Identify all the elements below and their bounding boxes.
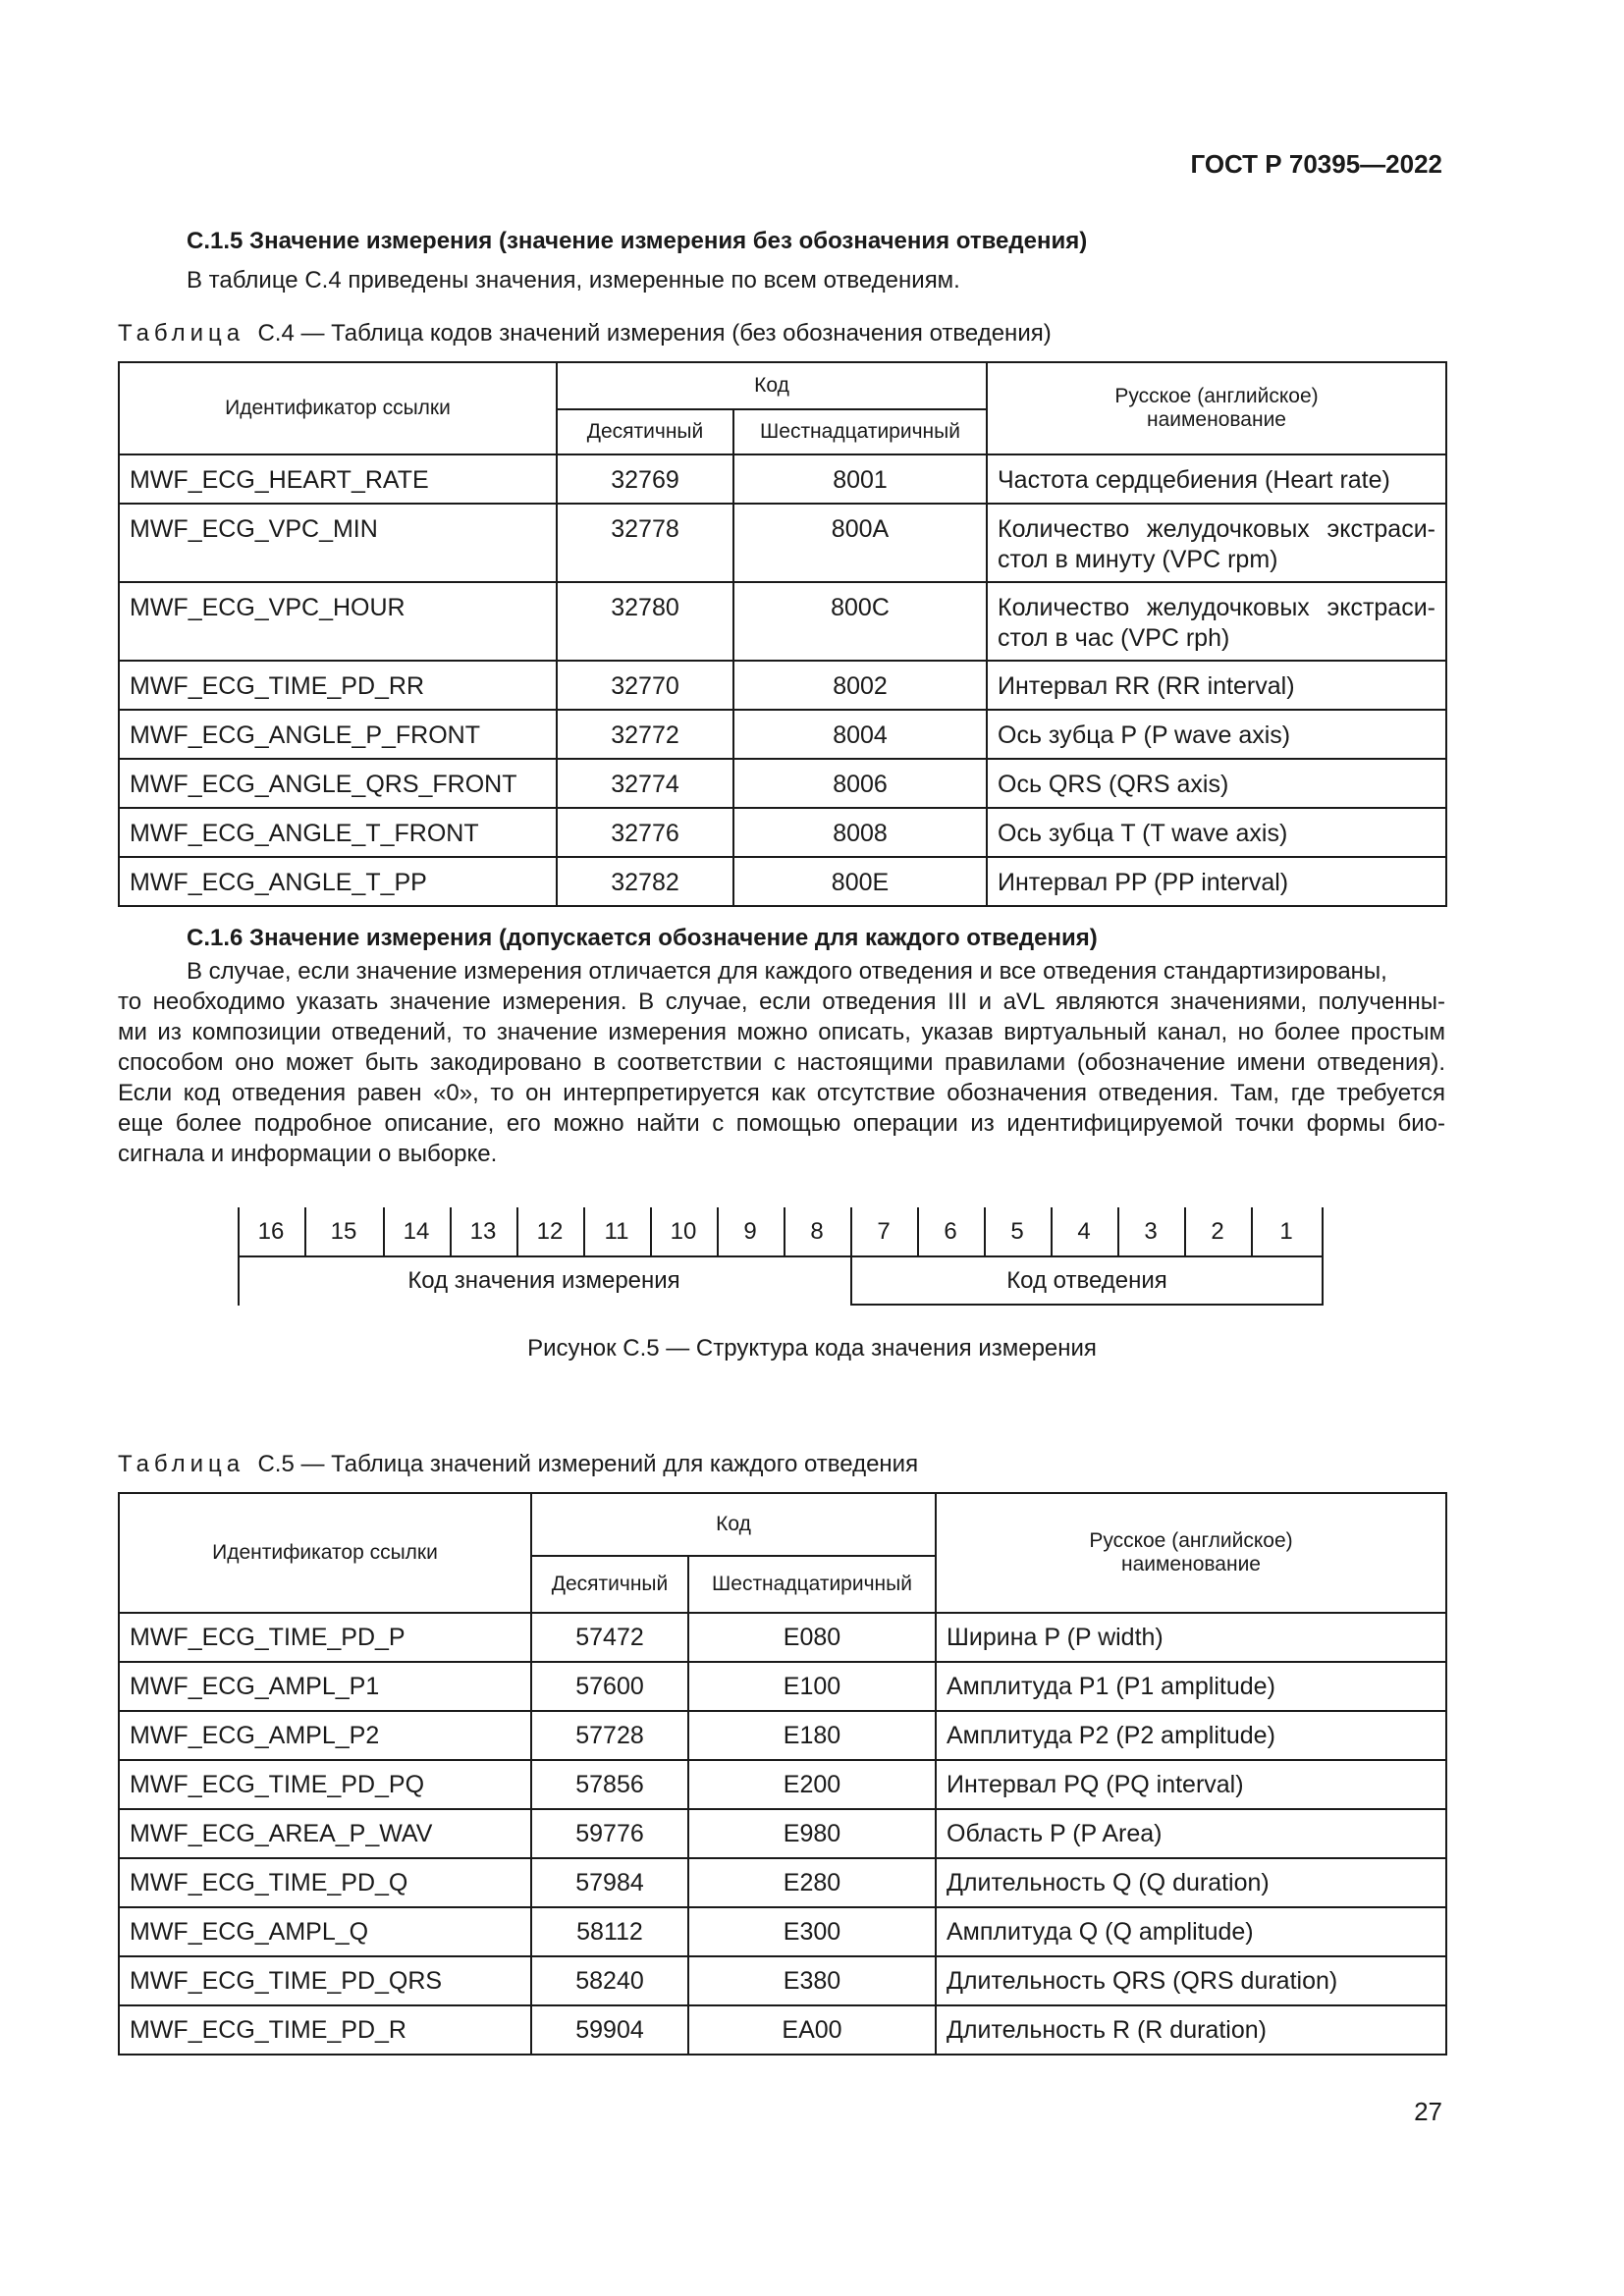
ref-id-cell: MWF_ECG_AMPL_P1	[119, 1662, 531, 1711]
bit-number-cell: 4	[1077, 1218, 1091, 1245]
diagram-vertical-line	[984, 1207, 986, 1256]
ref-id-cell: MWF_ECG_TIME_PD_Q	[119, 1858, 531, 1907]
table-row	[119, 504, 1446, 582]
name-cell: Амплитуда P1 (P1 amplitude)	[936, 1662, 1446, 1711]
decimal-code-cell: 32774	[557, 759, 733, 808]
bit-number-cell: 2	[1211, 1218, 1224, 1245]
ref-id-cell: MWF_ECG_ANGLE_P_FRONT	[119, 710, 557, 759]
decimal-code-cell: 59904	[531, 2005, 688, 2055]
header-code: Код	[531, 1493, 936, 1556]
name-cell	[987, 759, 1446, 808]
hex-code-cell: E200	[688, 1760, 936, 1809]
hex-code-cell: 8002	[733, 661, 987, 710]
table-row	[119, 661, 1446, 710]
paragraph-line: В случае, если значение измерения отличается для каждого отведения и все отведения стандартизированы,	[187, 958, 1387, 985]
name-cell: Длительность QRS (QRS duration)	[936, 1956, 1446, 2005]
ref-id-cell: MWF_ECG_AMPL_P2	[119, 1711, 531, 1760]
hex-code-cell: E300	[688, 1907, 936, 1956]
section-paragraph-c16	[118, 956, 1445, 1169]
table-row	[119, 808, 1446, 857]
decimal-code-cell: 57472	[531, 1613, 688, 1662]
decimal-code-cell: 59776	[531, 1809, 688, 1858]
ref-id-cell: MWF_ECG_TIME_PD_P	[119, 1613, 531, 1662]
table-row	[119, 454, 1446, 504]
table-c4-caption	[118, 320, 1052, 347]
section-heading-c15: С.1.5 Значение измерения (значение измерения без обозначения отведения)	[187, 228, 1088, 254]
table-row	[119, 2005, 1446, 2055]
name-cell: Амплитуда P2 (P2 amplitude)	[936, 1711, 1446, 1760]
hex-code-cell: E380	[688, 1956, 936, 2005]
bit-number-cell: 3	[1144, 1218, 1158, 1245]
table-c4	[118, 361, 1447, 907]
decimal-code-cell: 57600	[531, 1662, 688, 1711]
name-cell	[987, 582, 1446, 661]
hex-code-cell: EA00	[688, 2005, 936, 2055]
header-code: Код	[557, 362, 987, 409]
table-row	[119, 1858, 1446, 1907]
bit-number-cell: 1	[1279, 1218, 1293, 1245]
name-cell	[987, 857, 1446, 906]
lead-code-label: Код отведения	[1006, 1267, 1167, 1294]
table-caption-prefix: Таблица	[118, 1451, 245, 1477]
decimal-code-cell: 58240	[531, 1956, 688, 2005]
ref-id-cell: MWF_ECG_AREA_P_WAV	[119, 1809, 531, 1858]
diagram-vertical-line	[383, 1207, 385, 1256]
standard-number: ГОСТ Р 70395—2022	[1190, 149, 1442, 179]
diagram-vertical-line	[450, 1207, 452, 1256]
table-row	[119, 1760, 1446, 1809]
decimal-code-cell: 58112	[531, 1907, 688, 1956]
table-row	[119, 1711, 1446, 1760]
name-line: Количество желудочковых экстраси-	[998, 515, 1435, 543]
hex-code-cell: 800A	[733, 504, 987, 582]
paragraph-line: еще более подробное описание, его можно найти с помощью операции из идентифицируемой точки формы био-	[118, 1110, 1445, 1137]
hex-code-cell: E100	[688, 1662, 936, 1711]
hex-code-cell: 800C	[733, 582, 987, 661]
hex-code-cell: E180	[688, 1711, 936, 1760]
paragraph-line: сигнала и информации о выборке.	[118, 1141, 498, 1167]
decimal-code-cell: 57984	[531, 1858, 688, 1907]
diagram-vertical-line	[1184, 1207, 1186, 1256]
bit-number-cell: 5	[1010, 1218, 1024, 1245]
figure-caption: Рисунок С.5 — Структура кода значения измерения	[527, 1335, 1097, 1362]
name-line: Ось QRS (QRS axis)	[998, 771, 1229, 798]
decimal-code-cell: 32780	[557, 582, 733, 661]
name-line: Ось зубца P (P wave axis)	[998, 721, 1291, 749]
table-caption-text: С.5 — Таблица значений измерений для каждого отведения	[257, 1451, 919, 1477]
table-row	[119, 759, 1446, 808]
section-heading-c16: С.1.6 Значение измерения (допускается обозначение для каждого отведения)	[187, 925, 1098, 951]
decimal-code-cell: 57728	[531, 1711, 688, 1760]
name-line: Интервал RR (RR interval)	[998, 672, 1295, 700]
ref-id-cell: MWF_ECG_ANGLE_QRS_FRONT	[119, 759, 557, 808]
bit-number-cell: 8	[810, 1218, 824, 1245]
table-row	[119, 857, 1446, 906]
header-name: Русское (английское) наименование	[936, 1493, 1446, 1613]
diagram-vertical-line	[784, 1207, 785, 1256]
bit-number-cell: 10	[670, 1218, 697, 1245]
diagram-vertical-line	[917, 1207, 919, 1256]
header-dec: Десятичный	[557, 409, 733, 454]
name-cell: Интервал PQ (PQ interval)	[936, 1760, 1446, 1809]
name-line: Количество желудочковых экстраси-	[998, 594, 1435, 621]
bit-number-cell: 9	[743, 1218, 757, 1245]
bit-structure-diagram	[238, 1207, 1324, 1306]
ref-id-cell: MWF_ECG_TIME_PD_QRS	[119, 1956, 531, 2005]
header-hex: Шестнадцатиричный	[733, 409, 987, 454]
diagram-vertical-line	[516, 1207, 518, 1256]
header-id: Идентификатор ссылки	[119, 362, 557, 454]
header-id: Идентификатор ссылки	[119, 1493, 531, 1613]
bit-number-cell: 13	[469, 1218, 497, 1245]
name-cell: Длительность R (R duration)	[936, 2005, 1446, 2055]
decimal-code-cell: 32772	[557, 710, 733, 759]
bit-number-cell: 11	[604, 1218, 629, 1245]
page-number: 27	[1414, 2097, 1442, 2126]
hex-code-cell: E980	[688, 1809, 936, 1858]
ref-id-cell: MWF_ECG_VPC_HOUR	[119, 582, 557, 661]
paragraph-line: способом оно может быть закодировано в соответствии с настоящими правилами (обозначение имени отведения).	[118, 1049, 1445, 1076]
table-row	[119, 582, 1446, 661]
diagram-vertical-line	[583, 1207, 585, 1256]
name-cell: Ширина P (P width)	[936, 1613, 1446, 1662]
paragraph-line: то необходимо указать значение измерения. В случае, если отведения III и aVL являются значениями, полученны-	[118, 988, 1445, 1015]
ref-id-cell: MWF_ECG_TIME_PD_RR	[119, 661, 557, 710]
bit-number-cell: 7	[877, 1218, 891, 1245]
table-caption-prefix: Таблица	[118, 320, 245, 347]
ref-id-cell: MWF_ECG_ANGLE_T_FRONT	[119, 808, 557, 857]
measurement-code-label: Код значения измерения	[407, 1267, 680, 1294]
bit-number-cell: 14	[403, 1218, 430, 1245]
paragraph-line: ми из композиции отведений, то значение измерения можно описать, указав виртуальный канал, но более простым	[118, 1019, 1445, 1045]
name-line: стол в минуту (VPC rpm)	[998, 546, 1278, 573]
header-hex: Шестнадцатиричный	[688, 1556, 936, 1613]
diagram-vertical-line	[1117, 1207, 1119, 1256]
table-row	[119, 1956, 1446, 2005]
ref-id-cell: MWF_ECG_ANGLE_T_PP	[119, 857, 557, 906]
table-row	[119, 1613, 1446, 1662]
table-row	[119, 1662, 1446, 1711]
table-c5-caption	[118, 1451, 918, 1478]
paragraph-line: Если код отведения равен «0», то он интерпретируется как отсутствие обозначения отведения. Там, где требуется	[118, 1080, 1445, 1106]
name-cell	[987, 710, 1446, 759]
decimal-code-cell: 32776	[557, 808, 733, 857]
hex-code-cell: 8006	[733, 759, 987, 808]
name-cell	[987, 661, 1446, 710]
name-line: стол в час (VPC rph)	[998, 624, 1230, 652]
name-cell: Область P (P Area)	[936, 1809, 1446, 1858]
header-name: Русское (английское) наименование	[987, 362, 1446, 454]
table-caption-text: С.4 — Таблица кодов значений измерения (без обозначения отведения)	[257, 320, 1052, 347]
bit-number-cell: 16	[257, 1218, 285, 1245]
decimal-code-cell: 57856	[531, 1760, 688, 1809]
ref-id-cell: MWF_ECG_AMPL_Q	[119, 1907, 531, 1956]
table-c5	[118, 1492, 1447, 2056]
diagram-vertical-line	[1251, 1207, 1253, 1256]
table-row	[119, 1809, 1446, 1858]
table-row	[119, 1907, 1446, 1956]
hex-code-cell: E080	[688, 1613, 936, 1662]
bit-number-cell: 15	[330, 1218, 357, 1245]
hex-code-cell: 8008	[733, 808, 987, 857]
name-cell	[987, 454, 1446, 504]
bit-number-cell: 12	[536, 1218, 564, 1245]
name-cell: Амплитуда Q (Q amplitude)	[936, 1907, 1446, 1956]
name-cell	[987, 808, 1446, 857]
ref-id-cell: MWF_ECG_VPC_MIN	[119, 504, 557, 582]
name-cell	[987, 504, 1446, 582]
section-text-c15: В таблице С.4 приведены значения, измеренные по всем отведениям.	[187, 267, 960, 294]
decimal-code-cell: 32770	[557, 661, 733, 710]
diagram-vertical-line	[304, 1207, 306, 1256]
diagram-vertical-line	[650, 1207, 652, 1256]
name-line: Ось зубца T (T wave axis)	[998, 820, 1288, 847]
ref-id-cell: MWF_ECG_TIME_PD_PQ	[119, 1760, 531, 1809]
header-dec: Десятичный	[531, 1556, 688, 1613]
name-cell: Длительность Q (Q duration)	[936, 1858, 1446, 1907]
name-line: Интервал PP (PP interval)	[998, 869, 1289, 896]
ref-id-cell: MWF_ECG_TIME_PD_R	[119, 2005, 531, 2055]
decimal-code-cell: 32782	[557, 857, 733, 906]
table-row	[119, 710, 1446, 759]
hex-code-cell: 800E	[733, 857, 987, 906]
hex-code-cell: 8001	[733, 454, 987, 504]
diagram-vertical-line	[1051, 1207, 1053, 1256]
hex-code-cell: E280	[688, 1858, 936, 1907]
ref-id-cell: MWF_ECG_HEART_RATE	[119, 454, 557, 504]
hex-code-cell: 8004	[733, 710, 987, 759]
diagram-vertical-line	[717, 1207, 719, 1256]
bit-number-cell: 6	[944, 1218, 957, 1245]
name-line: Частота сердцебиения (Heart rate)	[998, 466, 1390, 494]
decimal-code-cell: 32769	[557, 454, 733, 504]
decimal-code-cell: 32778	[557, 504, 733, 582]
